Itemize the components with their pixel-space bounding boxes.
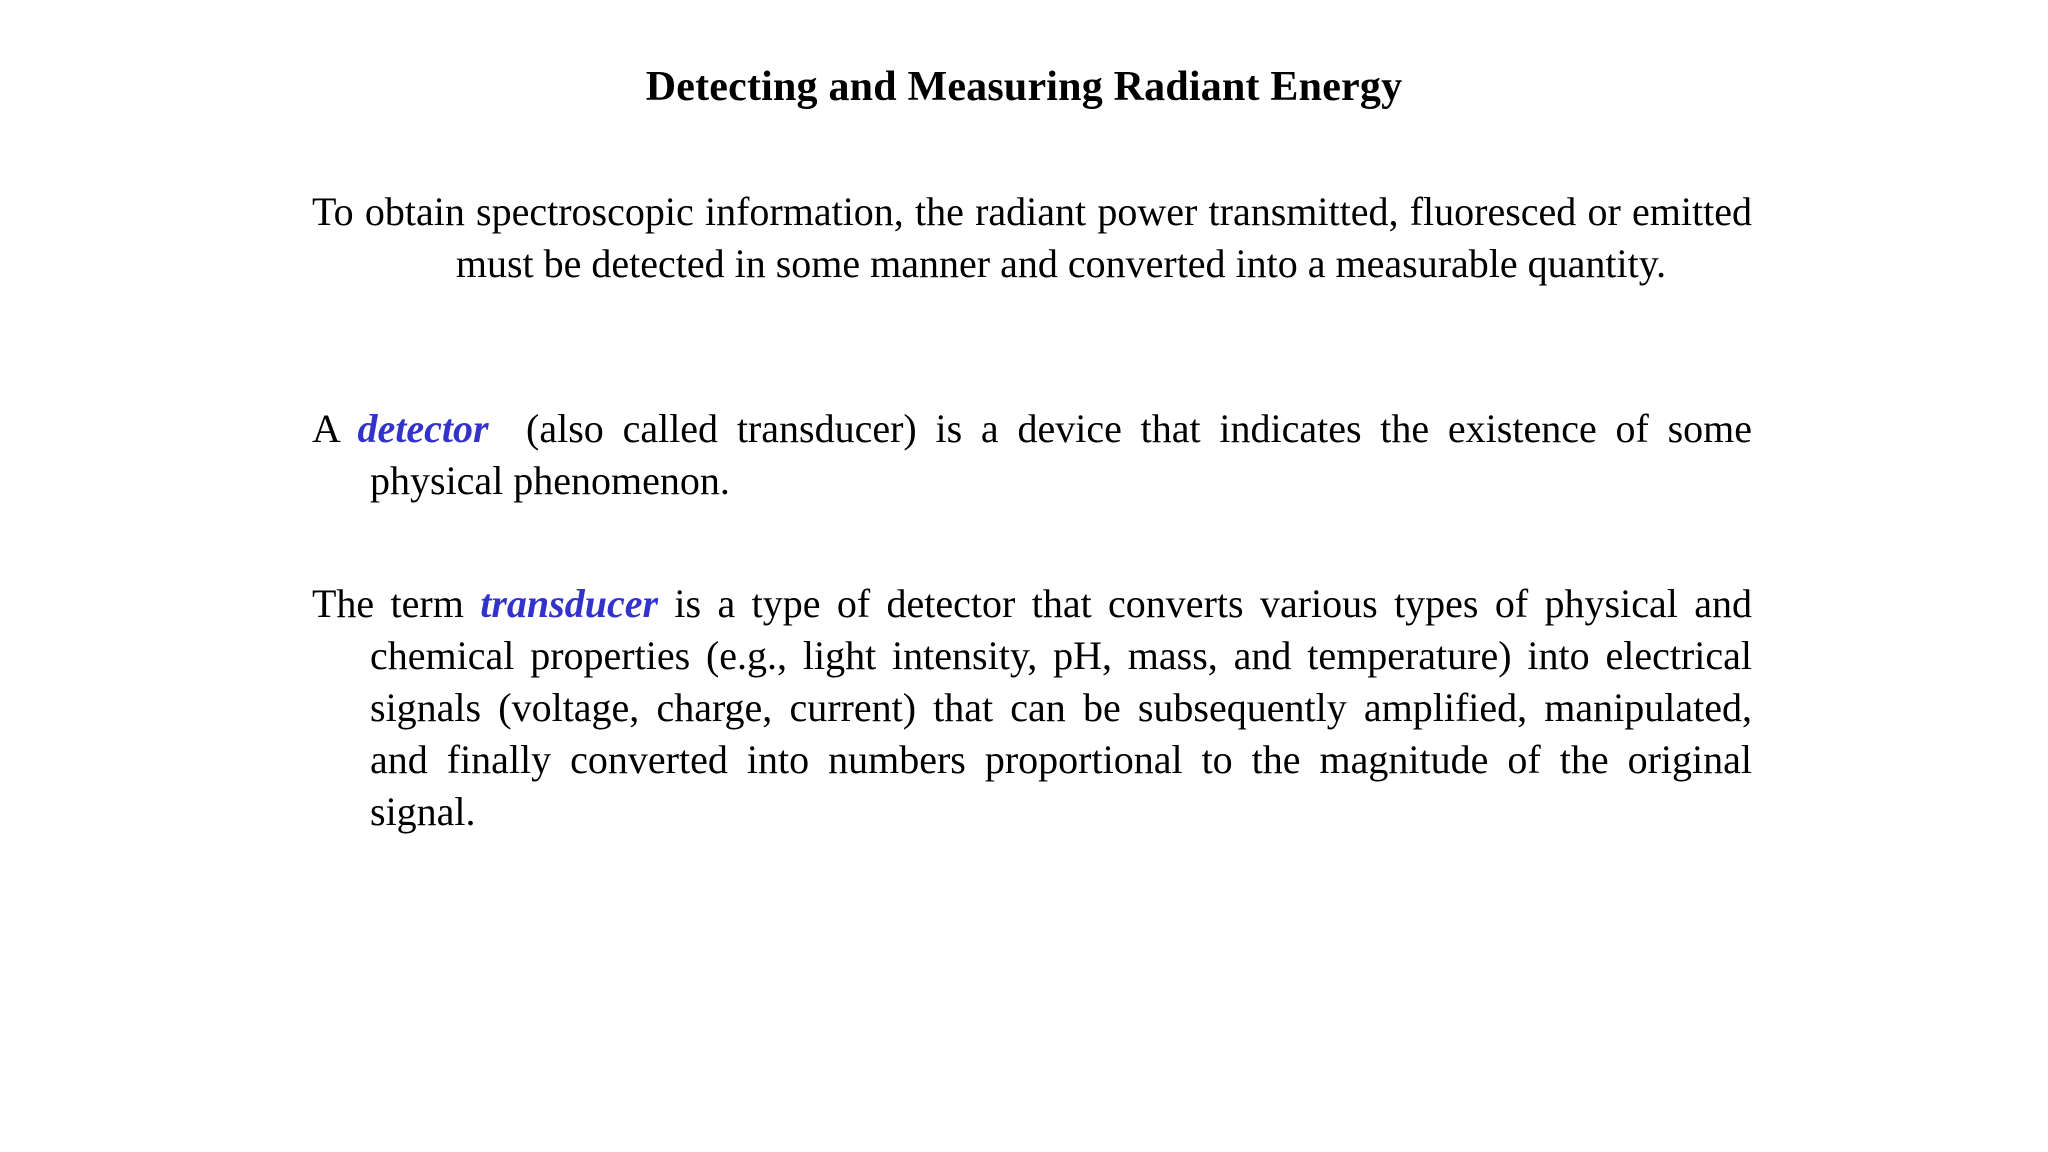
paragraph-text-after: (also called transducer) is a device that indicates the existence of some physical phenomenon. — [370, 406, 1762, 503]
paragraph-text: To obtain spectroscopic information, the radiant power transmitted, fluoresced or emitted must be detected in some manner and converted into a measurable quantity. — [312, 189, 1752, 286]
paragraph-text-after: is a type of detector that converts various types of physical and chemical properties (e.g., light intensity, pH, mass, and temperature) into electrical signals (voltage, charge, current) that can be subsequently amplified, manipulated, and finally converted into numbers proportional to the magnitude of the original signal. — [370, 581, 1752, 834]
paragraph-transducer-definition — [312, 578, 1752, 838]
paragraph-text-before: The term — [312, 581, 481, 626]
paragraph-text-before: A — [312, 406, 358, 451]
paragraph-spectroscopic-info — [312, 186, 1752, 290]
term-detector: detector — [357, 406, 489, 451]
paragraph-detector-definition — [312, 403, 1762, 507]
slide-title: Detecting and Measuring Radiant Energy — [645, 64, 1403, 110]
term-transducer: transducer — [480, 581, 659, 626]
